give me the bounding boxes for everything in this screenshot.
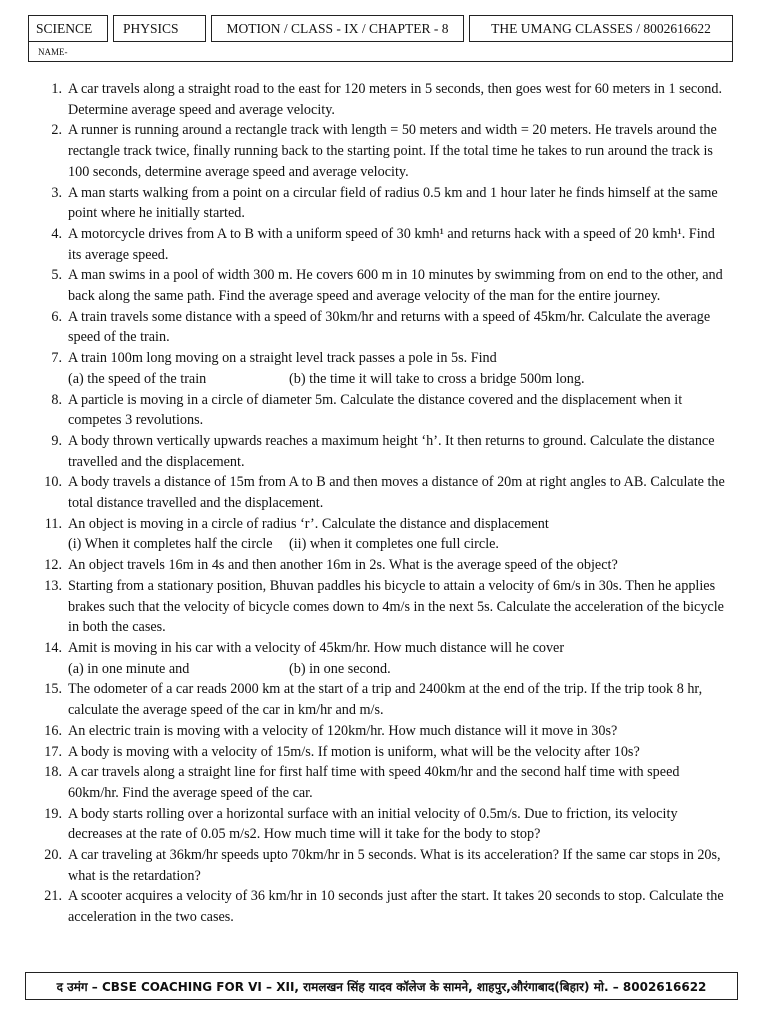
option-a: (i) When it completes half the circle — [68, 536, 273, 553]
question-item — [38, 390, 728, 431]
question-body — [68, 555, 728, 576]
question-item — [38, 514, 728, 555]
question-text: A car travels along a straight line for first half time with speed 40km/hr and the second half time with speed 60km/hr. Find the average speed of the car. — [68, 764, 680, 801]
question-item — [38, 79, 728, 120]
header-row — [28, 15, 733, 42]
question-item — [38, 576, 728, 638]
chapter-cell: MOTION / CLASS - IX / CHAPTER - 8 — [211, 15, 464, 42]
option-b: (b) in one second. — [289, 660, 391, 677]
option-b: (ii) when it completes one full circle. — [289, 536, 499, 553]
question-text: An electric train is moving with a velocity of 120km/hr. How much distance will it move in 30s? — [68, 722, 618, 739]
question-item — [38, 762, 728, 803]
question-body — [68, 348, 728, 389]
question-text: A motorcycle drives from A to B with a uniform speed of 30 kmh¹ and returns hack with a speed of 20 kmh¹. Find its average speed. — [68, 225, 715, 263]
question-body — [68, 762, 728, 803]
question-item — [38, 679, 728, 720]
option-a: (a) in one minute and — [68, 660, 190, 677]
question-text: A body is moving with a velocity of 15m/s. If motion is uniform, what will be the velocity after 10s? — [68, 743, 640, 760]
question-number: 19. — [44, 805, 62, 822]
header-table — [28, 15, 733, 62]
question-body — [68, 472, 728, 513]
question-body — [68, 638, 728, 679]
question-number: 8. — [51, 391, 62, 408]
question-item — [38, 120, 728, 182]
question-text: Starting from a stationary position, Bhuvan paddles his bicycle to attain a velocity of 6m/s in 30s. Then he applies brakes such that the velocity of bicycle comes down to 4m/s in the next 5s. Calculate the acceleration of the bicycle in both the cases. — [68, 577, 724, 636]
question-text: A body travels a distance of 15m from A to B and then moves a distance of 20m at right angles to AB. Calculate the total distance travelled and the displacement. — [68, 474, 725, 512]
question-number: 6. — [51, 308, 62, 325]
topic-cell: PHYSICS — [113, 15, 206, 42]
question-number: 2. — [51, 122, 62, 139]
question-item — [38, 224, 728, 265]
question-options — [68, 659, 728, 680]
question-number: 11. — [44, 515, 62, 532]
question-number: 14. — [44, 639, 62, 656]
question-item — [38, 431, 728, 472]
question-text: A body thrown vertically upwards reaches a maximum height ‘h’. It then returns to ground. Calculate the distance travelled and the displacement. — [68, 432, 715, 470]
question-item — [38, 742, 728, 763]
option-b: (b) the time it will take to cross a bridge 500m long. — [289, 370, 585, 387]
question-list — [38, 79, 728, 928]
question-body — [68, 431, 728, 472]
question-number: 21. — [44, 888, 62, 905]
question-number: 9. — [51, 432, 62, 449]
question-number: 16. — [44, 722, 62, 739]
question-text: A particle is moving in a circle of diameter 5m. Calculate the distance covered and the displacement when it competes 3 revolutions. — [68, 391, 683, 429]
name-field[interactable]: NAME- — [28, 42, 733, 62]
subject-cell: SCIENCE — [28, 15, 108, 42]
question-item — [38, 555, 728, 576]
question-body — [68, 183, 728, 224]
question-number: 4. — [51, 225, 62, 242]
question-body — [68, 721, 728, 742]
question-body — [68, 390, 728, 431]
question-text: A train 100m long moving on a straight level track passes a pole in 5s. Find — [68, 350, 497, 367]
question-item — [38, 472, 728, 513]
question-number: 5. — [51, 267, 62, 284]
question-number: 15. — [44, 681, 62, 698]
question-text: A train travels some distance with a speed of 30km/hr and returns with a speed of 45km/hr. Calculate the average speed of the train. — [68, 308, 711, 346]
question-body — [68, 576, 728, 638]
question-text: A man starts walking from a point on a circular field of radius 0.5 km and 1 hour later he finds himself at the same point where he initially started. — [68, 184, 718, 222]
question-number: 3. — [51, 184, 62, 201]
question-body — [68, 265, 728, 306]
question-number: 1. — [51, 81, 62, 97]
question-body — [68, 845, 728, 886]
option-a: (a) the speed of the train — [68, 370, 207, 387]
question-options — [68, 534, 728, 555]
footer-banner: द उमंग – CBSE COACHING FOR VI – XII, रामलखन सिंह यादव कॉलेज के सामने, शाहपुर,औरंगाबाद(बिहार) मो. – 8002616622 — [25, 972, 738, 1000]
question-text: A man swims in a pool of width 300 m. He covers 600 m in 10 minutes by swimming from on end to the other, and back along the same path. Find the average speed and average velocity of the man for the entire journey. — [68, 267, 723, 305]
question-number: 7. — [51, 350, 62, 367]
question-item — [38, 307, 728, 348]
question-number: 17. — [44, 743, 62, 760]
question-text: A car traveling at 36km/hr speeds upto 70km/hr in 5 seconds. What is its acceleration? If the same car stops in 20s, what is the retardation? — [68, 847, 721, 884]
question-options — [68, 369, 728, 390]
question-item — [38, 183, 728, 224]
question-body — [68, 886, 728, 927]
question-text: A body starts rolling over a horizontal surface with an initial velocity of 0.5m/s. Due to friction, its velocity decreases at the rate of 0.05 m/s2. How much time will it take for the body to stop? — [68, 805, 678, 843]
question-text: An object is moving in a circle of radius ‘r’. Calculate the distance and displacement — [68, 515, 549, 532]
question-item — [38, 638, 728, 679]
question-number: 18. — [44, 764, 62, 781]
question-body — [68, 804, 728, 845]
question-item — [38, 886, 728, 927]
question-text: A runner is running around a rectangle track with length = 50 meters and width = 20 meters. He travels around the rectangle track twice, finally running back to the starting point. If the total time he takes to run around the track is 100 seconds, determine average speed and average velocity. — [68, 122, 717, 180]
institute-cell: THE UMANG CLASSES / 8002616622 — [469, 15, 733, 42]
question-item — [38, 721, 728, 742]
question-number: 12. — [44, 557, 62, 574]
question-body — [68, 224, 728, 265]
question-body — [68, 307, 728, 348]
question-number: 10. — [44, 474, 62, 491]
question-body — [68, 679, 728, 720]
question-body — [68, 742, 728, 763]
question-text: The odometer of a car reads 2000 km at the start of a trip and 2400km at the end of the trip. If the trip took 8 hr, calculate the average speed of the car in km/hr and m/s. — [68, 681, 703, 719]
question-text: A car travels along a straight road to the east for 120 meters in 5 seconds, then goes west for 60 meters in 1 second. Determine average speed and average velocity. — [68, 81, 723, 118]
question-body — [68, 120, 728, 182]
question-text: An object travels 16m in 4s and then another 16m in 2s. What is the average speed of the object? — [68, 557, 618, 574]
question-text: Amit is moving in his car with a velocity of 45km/hr. How much distance will he cover — [68, 639, 565, 656]
question-item — [38, 845, 728, 886]
question-text: A scooter acquires a velocity of 36 km/hr in 10 seconds just after the start. It takes 20 seconds to stop. Calculate the acceleration in the two cases. — [68, 888, 724, 926]
question-number: 20. — [44, 847, 62, 864]
question-number: 13. — [44, 577, 62, 594]
question-item — [38, 804, 728, 845]
question-body — [68, 514, 728, 555]
question-body — [68, 79, 728, 120]
question-item — [38, 265, 728, 306]
question-item — [38, 348, 728, 389]
